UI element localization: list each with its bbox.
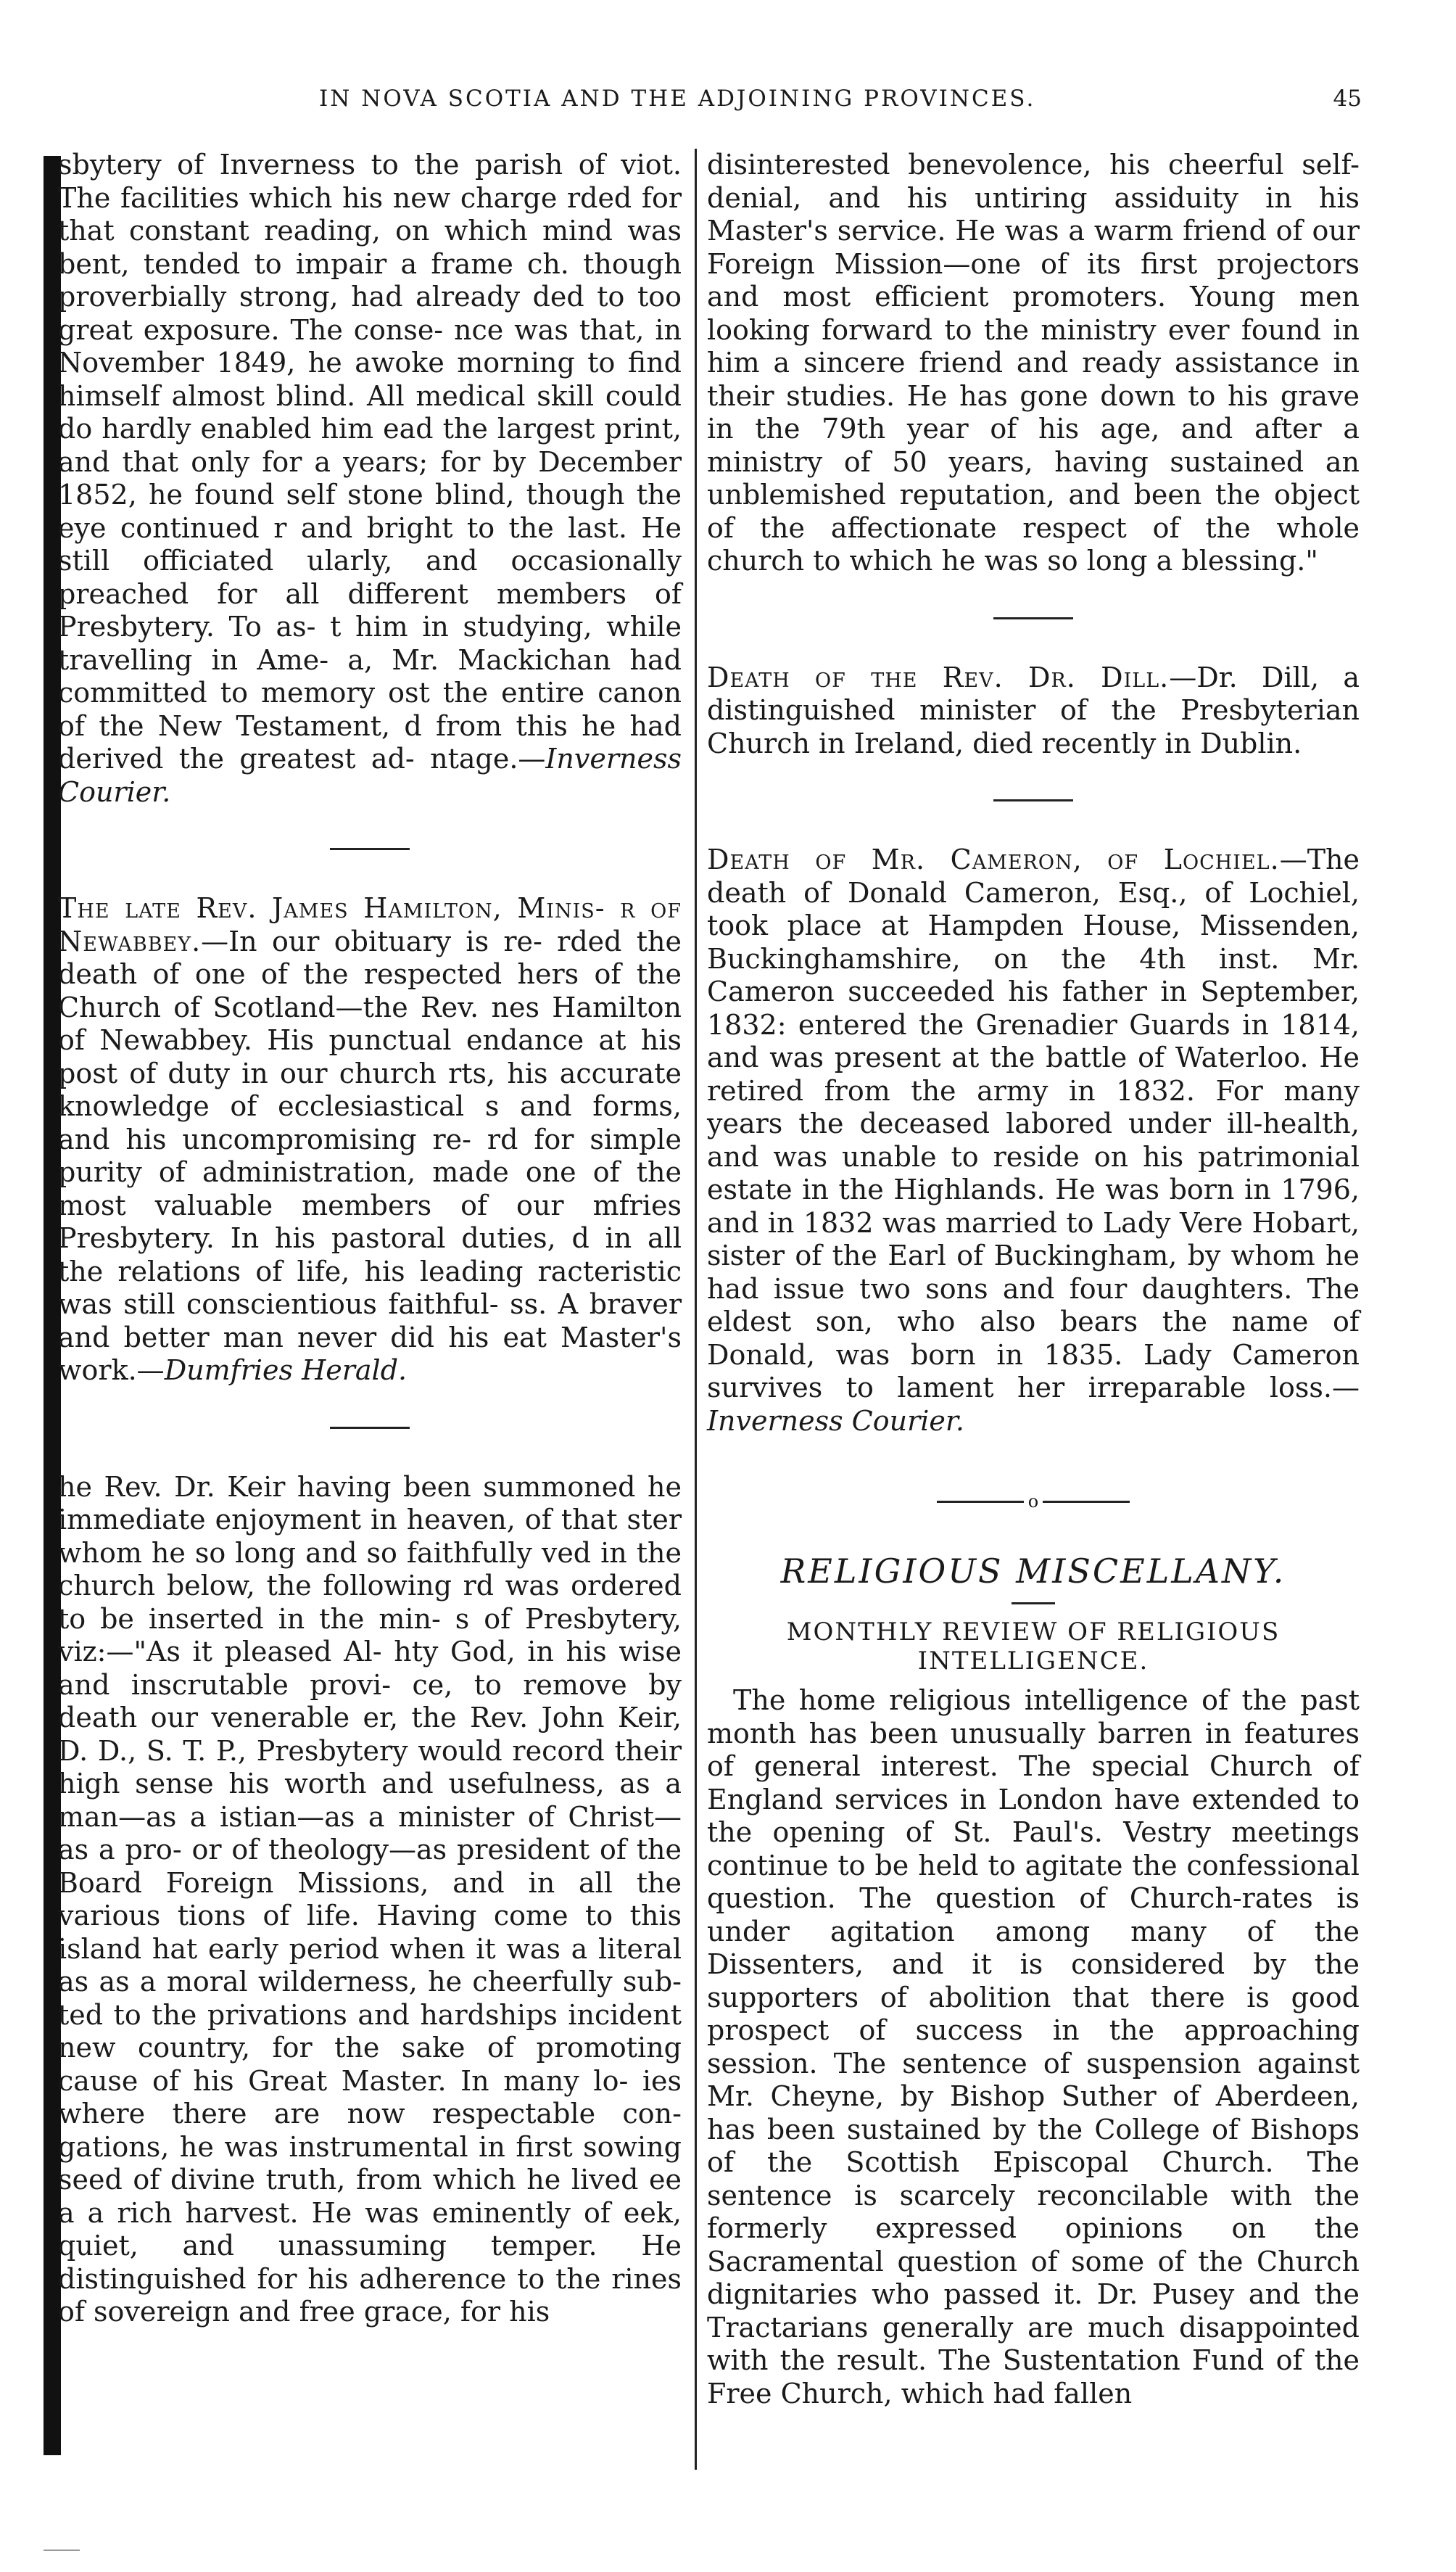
separator-rule (330, 1427, 410, 1429)
article-keir-continued: disinterested benevolence, his cheerful self-denial, and his untiring assiduity in his Master's service. He was a warm friend of our Foreign Mission—one of its first projectors and most efficient promoters. Young men looking forward to the ministry ever found in him a sincere friend and ready assistance in their studies. He has gone down to his grave in the 79th year of his age, and after a ministry of 50 years, having sustained an unblemished reputation, and been the object of the affectionate respect of the whole church to which he was so long a blessing." (707, 149, 1360, 577)
article-keir (58, 1471, 682, 2329)
article-hamilton-body: —In our obituary is re- rded the death of one of the respected hers of the Church of Scotland—the Rev. nes Hamilton of Newabbey. His punctual endance at his post of duty in our church rts, his accurate knowledge of ecclesiastical s and forms, and his uncompromising re- rd for simple purity of administration, made one of the most valuable members of our mfries Presbytery. In his pastoral duties, d in all the relations of life, his leading racteristic was still conscientious faithful- ss. A braver and better man never did his eat Master's work.— (58, 925, 682, 1386)
section-title-rule (1012, 1602, 1055, 1604)
article-cameron-heading: Death of Mr. Cameron, of Lochiel. (707, 844, 1280, 875)
article-keir-body: he Rev. Dr. Keir having been summoned he immediate enjoyment in heaven, of that ster whom he so long and so faithfully ved in the church below, the following rd was ordered to be inserted in the min- s of Presbytery, viz:—"As it pleased Al- hty God, in his wise and inscrutable provi- ce, to remove by death our venerable er, the Rev. John Keir, D. D., S. T. P., Presbytery would record their high sense his worth and usefulness, as a man—as a istian—as a minister of Christ—as a pro- or of theology—as president of the Board Foreign Missions, and in all the various tions of life. Having come to this island hat early period when it was a literal as as a moral wilderness, he cheerfully sub- ted to the privations and hardships incident new country, for the sake of promoting cause of his Great Master. In many lo- ies where there are now respectable con- gations, he was instrumental in first sowing seed of divine truth, from which he lived ee a a rich harvest. He was eminently of eek, quiet, and unassuming temper. He distinguished for his adherence to the rines of sovereign and free grace, for his (58, 1470, 682, 2328)
subsection-title: MONTHLY REVIEW OF RELIGIOUS INTELLIGENCE. (786, 1617, 1281, 1675)
separator-rule (993, 799, 1073, 801)
section-title: RELIGIOUS MISCELLANY. (780, 1551, 1286, 1591)
article-cameron-body: —The death of Donald Cameron, Esq., of Lochiel, took place at Hampden House, Missenden, Buckinghamshire, on the 4th inst. Mr. Cameron succeeded his father in September, 1832: entered the Grenadier Guards in 1814, and was present at the battle of Waterloo. He retired from the army in 1832. For many years the deceased labored under ill-health, and was unable to reside on his patrimonial estate in the Highlands. He was born in 1796, and in 1832 was married to Lady Vere Hobart, sister of the Earl of Buckingham, by whom he had issue two sons and four daughters. The eldest son, who also bears the name of Donald, was born in 1835. Lady Cameron survives to lament her irreparable loss.— (707, 844, 1360, 1404)
article-mackichan-body: sbytery of Inverness to the parish of viot. The facilities which his new charge rded for that constant reading, on which mind was bent, tended to impair a frame ch. though proverbially strong, had already ded to too great exposure. The conse- nce was that, in November 1849, he awoke morning to find himself almost blind. All medical skill could do hardly enabled him ead the largest print, and that only for a years; for by December 1852, he found self stone blind, though the eye continued r and bright to the last. He still officiated ularly, and occasionally preached for all different members of Presbytery. To as- t him in studying, while travelling in Ame- a, Mr. Mackichan had committed to memory ost the entire canon of the New Testament, d from this he had derived the greatest ad- ntage.— (58, 149, 682, 775)
column-divider (695, 149, 697, 2470)
separator-rule (993, 617, 1073, 619)
review-body: The home religious intelligence of the past month has been unusually barren in features of general interest. The special Church of England services in London have extended to the opening of St. Paul's. Vestry meetings continue to be held to agitate the confessional question. The question of Church-rates is under agitation among many of the Dissenters, and it is considered by the supporters of abolition that there is good prospect of success in the approaching session. The sentence of suspension against Mr. Cheyne, by Bishop Suther of Aberdeen, has been sustained by the College of Bishops of the Scottish Episcopal Church. The sentence is scarcely reconcilable with the formerly expressed opinions on the Sacramental question of some of the Church dignitaries who passed it. Dr. Pusey and the Tractarians generally are much disappointed with the result. The Sustentation Fund of the Free Church, which had fallen (707, 1684, 1360, 2410)
right-column (707, 149, 1360, 2410)
scan-edge-mark (44, 2550, 80, 2551)
article-hamilton-heading: The late Rev. James Hamilton, Minis- r of Newabbey. (58, 892, 682, 957)
running-head (0, 86, 1456, 129)
ornament-line-right (1043, 1501, 1130, 1503)
ornament-rule (707, 1485, 1360, 1519)
article-cameron (707, 844, 1360, 1438)
article-cameron-source: Inverness Courier. (707, 1404, 964, 1437)
page-number: 45 (1333, 86, 1362, 112)
left-column (58, 149, 682, 2329)
ornament-glyph: o (1027, 1491, 1039, 1512)
article-dill (707, 661, 1360, 761)
article-hamilton (58, 892, 682, 1388)
article-dill-heading: Death of the Rev. Dr. Dill. (707, 661, 1170, 693)
article-dill-body: —Dr. Dill, a distinguished minister of the Presbyterian Church in Ireland, died recently in Dublin. (707, 661, 1360, 759)
article-mackichan (58, 149, 682, 809)
running-title: IN NOVA SCOTIA AND THE ADJOINING PROVINCES. (319, 86, 1036, 112)
separator-rule (330, 848, 410, 850)
article-mackichan-source: Inverness Courier. (58, 743, 682, 808)
ornament-line-left (937, 1501, 1024, 1503)
article-hamilton-source: Dumfries Herald. (164, 1354, 408, 1386)
